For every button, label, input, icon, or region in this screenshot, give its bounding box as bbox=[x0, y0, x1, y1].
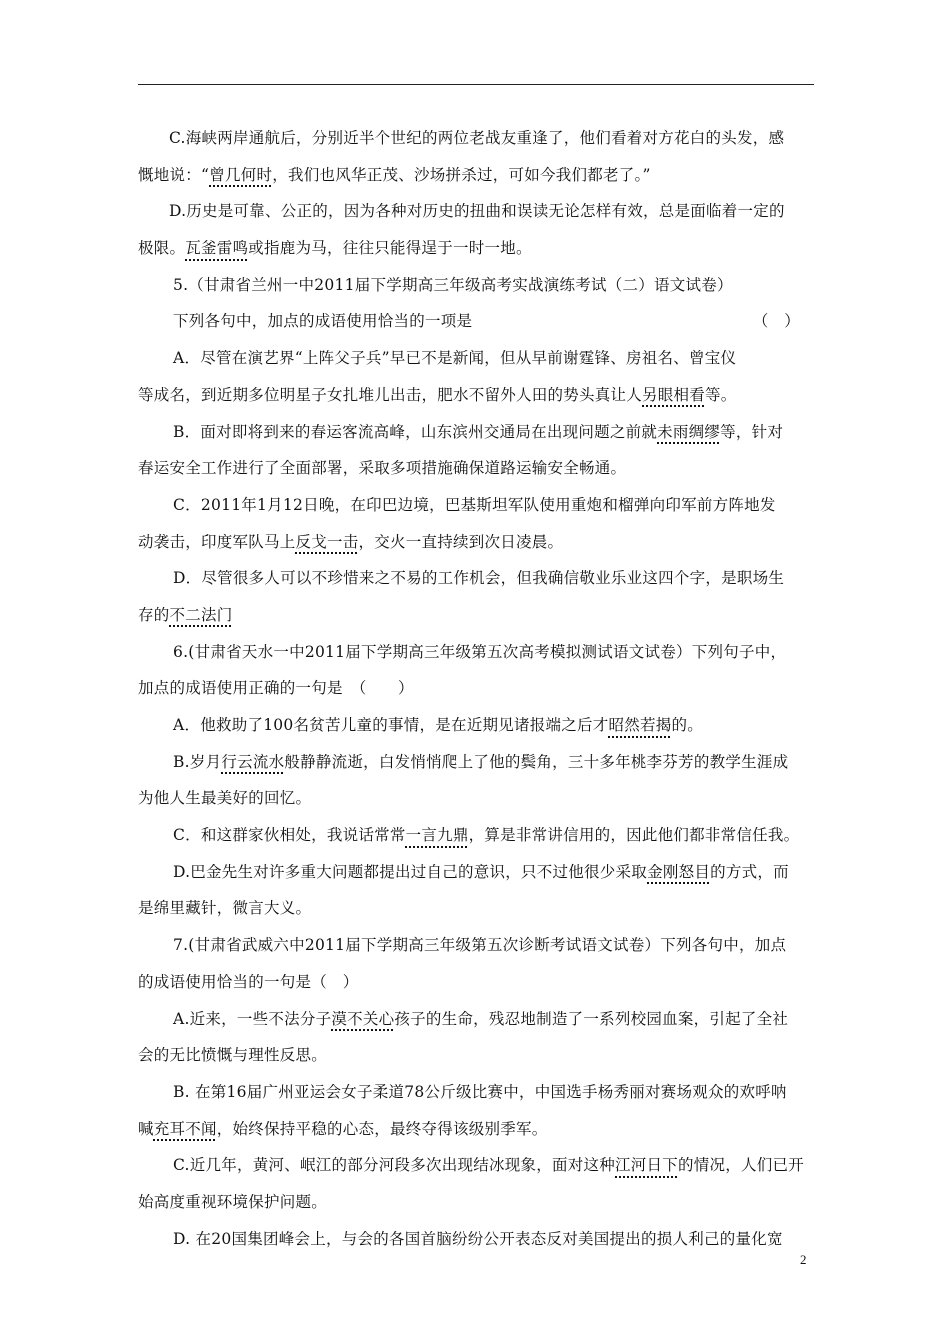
answer-blank: （ ） bbox=[752, 312, 800, 331]
line-text: C．和这群家伙相处，我说话常常 bbox=[173, 826, 406, 845]
dotted-idiom: 反戈一击 bbox=[295, 532, 359, 551]
dotted-idiom: 瓦釜雷鸣 bbox=[185, 239, 249, 258]
question-prompt bbox=[138, 670, 818, 707]
line-text: 始高度重视环境保护问题。 bbox=[138, 1192, 328, 1211]
option-line bbox=[138, 1037, 818, 1074]
line-text: 等成名，到近期多位明星子女扎堆儿出击，肥水不留外人田的势头真让人 bbox=[138, 385, 643, 404]
text-line bbox=[138, 157, 818, 194]
header-rule bbox=[138, 84, 814, 85]
dotted-idiom: 漠不关心 bbox=[331, 1009, 395, 1028]
line-text: 或指鹿为马，往往只能得逞于一时一地。 bbox=[248, 239, 532, 258]
option-line bbox=[138, 744, 818, 781]
line-text: ，我们也风华正茂、沙场拼杀过，可如今我们都老了。” bbox=[272, 165, 651, 184]
question-heading bbox=[138, 267, 818, 304]
line-text: B. 在第16届广州亚运会女子柔道78公斤级比赛中，中国选手杨秀丽对赛场观众的欢呼呐 bbox=[173, 1082, 787, 1101]
dotted-idiom: 昭然若揭 bbox=[608, 716, 672, 734]
line-text: 加点的成语使用正确的一句是 （ ） bbox=[138, 679, 414, 698]
line-text: D.巴金先生对许多重大问题都提出过自己的意识，只不过他很少采取 bbox=[173, 862, 648, 881]
text-line bbox=[138, 120, 818, 157]
question-heading bbox=[138, 927, 818, 964]
line-text: 喊 bbox=[138, 1119, 154, 1138]
dotted-idiom: 另眼相看 bbox=[642, 385, 706, 404]
page-number: 2 bbox=[800, 1252, 807, 1267]
option-line bbox=[138, 524, 818, 561]
option-line bbox=[138, 1184, 818, 1221]
option-line bbox=[138, 1147, 818, 1184]
dotted-idiom: 不二法门 bbox=[169, 605, 233, 624]
option-line bbox=[138, 1221, 818, 1258]
line-text: 春运安全工作进行了全面部署，采取多项措施确保道路运输安全畅通。 bbox=[138, 459, 627, 478]
page-body bbox=[138, 120, 818, 1257]
line-text: 下列各句中，加点的成语使用恰当的一项是 bbox=[173, 312, 473, 331]
option-line bbox=[138, 414, 818, 451]
dotted-idiom: 一言九鼎 bbox=[405, 826, 469, 845]
line-text: 6.(甘肃省天水一中2011届下学期高三年级第五次高考模拟测试语文试卷）下列句子中， bbox=[173, 642, 787, 661]
dotted-idiom: 行云流水 bbox=[221, 752, 285, 771]
line-text: 般静静流逝，白发悄悄爬上了他的鬓角，三十多年桃李芬芳的教学生涯成 bbox=[284, 752, 789, 771]
dotted-idiom: 未雨绸缪 bbox=[657, 422, 721, 441]
line-text: 等，针对 bbox=[720, 422, 784, 441]
line-text: A.近来，一些不法分子 bbox=[173, 1009, 332, 1028]
line-text: 的。 bbox=[671, 716, 704, 734]
line-text: A．尽管在演艺界“上阵父子兵”早已不是新闻，但从早前谢霆锋、房祖名、曾宝仪 bbox=[173, 349, 737, 368]
line-text: D.历史是可靠、公正的，因为各种对历史的扭曲和误读无论怎样有效，总是面临着一定的 bbox=[169, 202, 785, 221]
line-text: 会的无比愤慨与理性反思。 bbox=[138, 1046, 328, 1065]
question-prompt bbox=[138, 303, 818, 340]
option-line bbox=[138, 487, 818, 524]
line-text: 为他人生最美好的回忆。 bbox=[138, 789, 312, 808]
line-text: B.岁月 bbox=[173, 752, 222, 771]
option-line bbox=[138, 377, 818, 414]
question-prompt bbox=[138, 964, 818, 1001]
option-line bbox=[138, 817, 818, 854]
line-text: A．他救助了100名贫苦儿童的事情，是在近期见诸报端之后才 bbox=[173, 716, 609, 734]
line-text: C.近几年，黄河、岷江的部分河段多次出现结冰现象，面对这种 bbox=[173, 1156, 615, 1175]
dotted-idiom: 江河日下 bbox=[615, 1156, 679, 1175]
line-text: 孩子的生命，残忍地制造了一系列校园血案，引起了全社 bbox=[394, 1009, 789, 1028]
line-text: 慨地说：“ bbox=[138, 165, 210, 184]
option-line bbox=[138, 1074, 818, 1111]
line-text: 7.(甘肃省武威六中2011届下学期高三年级第五次诊断考试语文试卷）下列各句中，加点 bbox=[173, 936, 787, 955]
line-text: 的方式，而 bbox=[710, 862, 789, 881]
line-text: D．尽管很多人可以不珍惜来之不易的工作机会，但我确信敬业乐业这四个字，是职场生 bbox=[173, 569, 785, 588]
line-text: B．面对即将到来的春运客流高峰，山东滨州交通局在出现问题之前就 bbox=[173, 422, 658, 441]
line-text: ，交火一直持续到次日凌晨。 bbox=[358, 532, 564, 551]
line-text: 等。 bbox=[705, 385, 737, 404]
dotted-idiom: 曾几何时 bbox=[209, 165, 273, 184]
line-text: 是绵里藏针，微言大义。 bbox=[138, 899, 312, 918]
line-text: 存的 bbox=[138, 605, 170, 624]
option-line bbox=[138, 707, 818, 744]
option-line bbox=[138, 1111, 818, 1148]
line-text: 极限。 bbox=[138, 239, 186, 258]
text-line bbox=[138, 230, 818, 267]
option-line bbox=[138, 854, 818, 891]
option-line bbox=[138, 560, 818, 597]
option-line bbox=[138, 450, 818, 487]
question-heading bbox=[138, 634, 818, 671]
line-text: ，始终保持平稳的心态，最终夺得该级别季军。 bbox=[216, 1119, 548, 1138]
option-line bbox=[138, 890, 818, 927]
option-line bbox=[138, 597, 818, 634]
dotted-idiom: 充耳不闻 bbox=[153, 1119, 217, 1138]
text-line bbox=[138, 193, 818, 230]
line-text: D. 在20国集团峰会上，与会的各国首脑纷纷公开表态反对美国提出的损人利己的量化宽 bbox=[173, 1229, 783, 1248]
line-text: C．2011年1月12日晚，在印巴边境，巴基斯坦军队使用重炮和榴弹向印军前方阵地发 bbox=[173, 495, 776, 514]
line-text: ，算是非常讲信用的，因此他们都非常信任我。 bbox=[468, 826, 800, 845]
line-text: 的成语使用恰当的一句是（ ） bbox=[138, 972, 359, 991]
line-text: 的情况，人们已开 bbox=[678, 1156, 805, 1175]
option-line bbox=[138, 1001, 818, 1038]
line-text: 5.（甘肃省兰州一中2011届下学期高三年级高考实战演练考试（二）语文试卷） bbox=[173, 275, 733, 294]
dotted-idiom: 金刚怒目 bbox=[647, 862, 711, 881]
line-text: C.海峡两岸通航后，分别近半个世纪的两位老战友重逢了，他们看着对方花白的头发，感 bbox=[169, 129, 785, 147]
option-line bbox=[138, 780, 818, 817]
line-text: 动袭击，印度军队马上 bbox=[138, 532, 296, 551]
option-line bbox=[138, 340, 818, 377]
